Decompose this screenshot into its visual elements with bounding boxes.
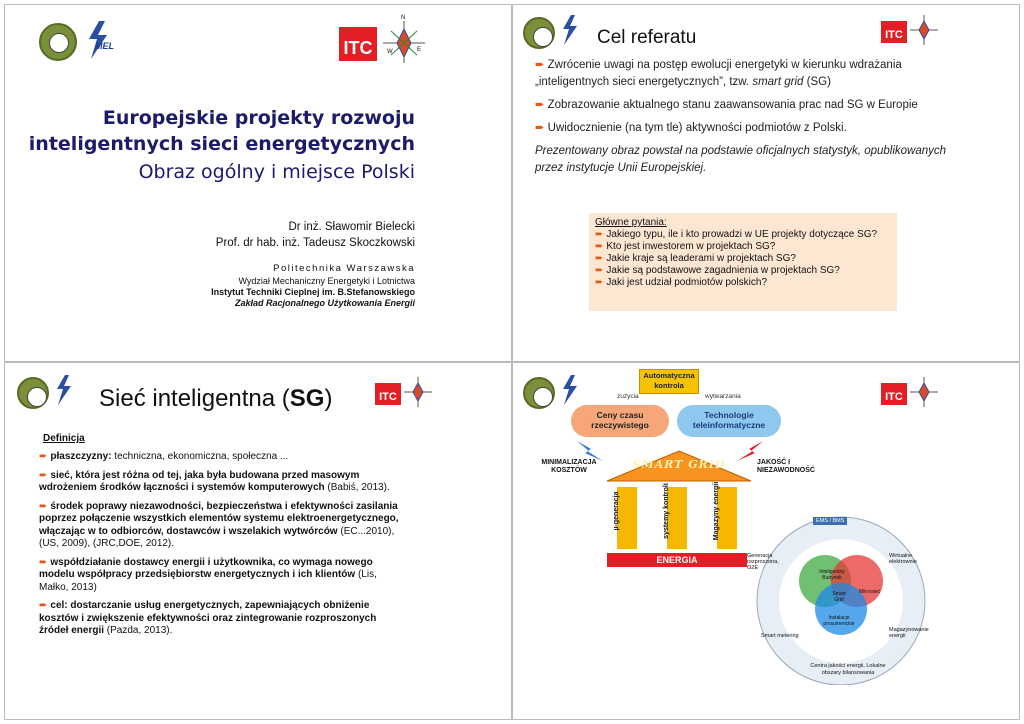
goal-3-text: Uwidocznienie (na tym tle) aktywności podmiotów z Polski. xyxy=(547,122,847,134)
pillar-2-label: systemy kontroli xyxy=(663,483,670,539)
inst-institute: Instytut Techniki Cieplnej im. B.Stefanowskiego xyxy=(211,287,415,297)
def-5-bold: cel: dostarczanie usług energetycznych, zapewniających obniżenie kosztów i zwiększenie efektywności oraz zintegrowanie rozproszonych źródeł energii xyxy=(39,600,377,636)
goal-item-2: ➨ Zobrazowanie aktualnego stanu zaawansowania prac nad SG w Europie xyxy=(535,99,918,111)
inst-university: Politechnika Warszawska xyxy=(273,263,415,274)
compass-w: W xyxy=(387,49,393,55)
question-3: ➨ Jakie kraje są leaderami w projektach SG? xyxy=(595,253,796,264)
author-1: Dr inż. Sławomir Bielecki xyxy=(288,221,415,233)
def-item-1: ➨ płaszczyzny: techniczna, ekonomiczna, społeczna ... xyxy=(39,451,289,462)
goal-item-3: ➨ Uwidocznienie (na tym tle) aktywności podmiotów z Polski. xyxy=(535,122,847,134)
questions-heading: Główne pytania: xyxy=(595,217,667,228)
title-bold: SG xyxy=(289,385,325,412)
compass-e: E xyxy=(417,47,422,53)
circle-quality-centers: Centra jakości energii, Lokalne obszary bilansowania xyxy=(810,663,886,676)
mel-lightning-icon xyxy=(557,373,579,407)
presentation-title xyxy=(29,105,415,187)
circle-virtual-plants: Wirtualne elektrownie xyxy=(889,553,917,565)
slide-smartgrid-diagram xyxy=(512,362,1020,720)
title-post: ) xyxy=(324,385,333,412)
slide-definition xyxy=(4,362,512,720)
itc-logo: ITC xyxy=(881,383,907,405)
question-1: ➨ Jakiego typu, ile i kto prowadzi w UE projekty dotyczące SG? xyxy=(595,229,878,240)
slide-title xyxy=(4,4,512,362)
title-pre: Sieć inteligentna ( xyxy=(99,385,290,412)
title-line-2: inteligentnych sieci energetycznych xyxy=(28,133,415,155)
def-2-bold: sieć, która jest różna od tej, jaka była budowana przed masowym wdrożeniem środków łączności i systemów komputerowych xyxy=(39,469,360,493)
mel-logo-text: MEL xyxy=(95,41,114,51)
question-4-text: Jakie są podstawowe zagadnienia w projektach SG? xyxy=(606,265,840,276)
circle-smart-grid: Smart Grid xyxy=(832,591,846,603)
circle-smart-building: Inteligentny Budynek xyxy=(819,569,845,581)
circle-prosumer: Instalacje prosumenckie xyxy=(823,615,855,627)
roof-label: SMART GRID xyxy=(632,458,726,471)
label-generation: wytwarzania xyxy=(705,393,741,400)
goal-item-1: ➨ Zwrócenie uwagi na postęp ewolucji energetyki w kierunku wdrażania „inteligentnych sieci energetycznych”, tzw. smart grid (SG) xyxy=(535,59,902,88)
question-2-text: Kto jest inwestorem w projektach SG? xyxy=(606,241,776,252)
circle-distributed-gen: Generacja rozproszona, OZE xyxy=(747,553,779,571)
university-crest-icon xyxy=(523,17,555,49)
def-3-text: (EC...2010), (US, 2009), (JRC,DOE, 2012). xyxy=(39,525,395,549)
label-quality-reliability: JAKOŚĆ I NIEZAWODNOŚĆ xyxy=(757,459,815,474)
pillar-microgeneration xyxy=(617,487,637,549)
itc-logo: ITC xyxy=(881,21,907,43)
goal-1-italic: smart grid xyxy=(752,76,804,88)
circle-smart-metering: Smart metering xyxy=(761,633,799,639)
mel-lightning-icon xyxy=(557,13,579,47)
label-consumption: zużycia xyxy=(617,393,639,400)
goal-2-text: Zobrazowanie aktualnego stanu zaawansowania prac nad SG w Europie xyxy=(547,99,918,111)
compass-icon xyxy=(909,13,939,47)
question-3-text: Jakie kraje są leaderami w projektach SG? xyxy=(606,253,796,264)
question-2: ➨ Kto jest inwestorem w projektach SG? xyxy=(595,241,776,252)
def-item-3: ➨ środek poprawy niezawodności, bezpieczeństwa i efektywności zasilania poprzez połączenie wszystkich elementów systemu elektroenergetycznego, włączając w to odbiorców, dostawców i wszelakich wytwórców (EC...2010), (US, 2009), (JRC,DOE, 2012). xyxy=(39,500,399,549)
slide-goal xyxy=(512,4,1020,362)
def-4-bold: współdziałanie dostawcy energii i użytkownika, co wymaga nowego modelu współpracy przedsiębiorstw energetycznych i ich klientów xyxy=(39,556,373,580)
def-item-2: ➨ sieć, która jest różna od tej, jaka była budowana przed masowym wdrożeniem środków łączności i systemów komputerowych (Babiś, 2013). xyxy=(39,469,390,493)
def-item-4: ➨ współdziałanie dostawcy energii i użytkownika, co wymaga nowego modelu współpracy przedsiębiorstw energetycznych i ich klientów (Lis, Małko, 2013) xyxy=(39,556,377,593)
university-crest-icon xyxy=(523,377,555,409)
label-cost-minimization: MINIMALIZACJA KOSZTÓW xyxy=(541,459,597,474)
compass-icon xyxy=(381,17,427,67)
university-crest-icon xyxy=(39,23,77,61)
itc-logo: ITC xyxy=(339,27,377,61)
institution xyxy=(211,263,415,309)
def-1-bold: płaszczyzny: xyxy=(50,451,112,462)
def-4-text: (Lis, Małko, 2013) xyxy=(39,569,377,593)
cloud-prices: Ceny czasu rzeczywistego xyxy=(571,405,669,437)
def-1-text: techniczna, ekonomiczna, społeczna ... xyxy=(111,451,289,462)
goal-list xyxy=(535,57,975,177)
slide-title: Cel referatu xyxy=(597,27,697,48)
goal-note: Prezentowany obraz powstał na podstawie oficjalnych statystyk, opublikowanych przez instytucje Unii Europejskiej. xyxy=(535,145,947,174)
authors xyxy=(216,219,415,251)
question-1-text: Jakiego typu, ile i kto prowadzi w UE projekty dotyczące SG? xyxy=(606,229,878,240)
questions-box xyxy=(589,213,897,311)
mel-lightning-icon xyxy=(51,373,73,407)
def-5-text: (Pazda, 2013). xyxy=(104,625,173,636)
mel-lightning-icon xyxy=(81,19,111,61)
def-2-text: (Babiś, 2013). xyxy=(324,482,390,493)
inst-department: Zakład Racjonalnego Użytkowania Energii xyxy=(234,298,415,308)
pillar-1-label: µ-generacja xyxy=(613,491,620,531)
question-5-text: Jaki jest udział podmiotów polskich? xyxy=(606,277,768,288)
definition-heading: Definicja xyxy=(43,433,85,444)
compass-icon xyxy=(403,375,433,409)
circle-ems: EMS / BMS xyxy=(813,517,847,525)
itc-logo: ITC xyxy=(375,383,401,405)
question-4: ➨ Jakie są podstawowe zagadnienia w projektach SG? xyxy=(595,265,840,276)
subtitle: Obraz ogólny i miejsce Polski xyxy=(138,161,415,183)
title-line-1: Europejskie projekty rozwoju xyxy=(102,107,415,129)
question-5: ➨ Jaki jest udział podmiotów polskich? xyxy=(595,277,768,288)
definition-list xyxy=(39,451,399,644)
def-3-bold: środek poprawy niezawodności, bezpieczeństwa i efektywności zasilania poprzez połączenie wszystkich elementów systemu elektroenergetycznego, włączając w to odbiorców, dostawców i wszelakich wytwórców xyxy=(39,500,399,537)
compass-icon xyxy=(909,375,939,409)
author-2: Prof. dr hab. inż. Tadeusz Skoczkowski xyxy=(215,237,415,249)
pillar-3-label: Magazyny energii xyxy=(713,481,720,541)
def-item-5: ➨ cel: dostarczanie usług energetycznych, zapewniających obniżenie kosztów i zwiększenie efektywności oraz zintegrowanie rozproszonych źródeł energii (Pazda, 2013). xyxy=(39,600,377,636)
auto-control-box: Automatyczna kontrola xyxy=(639,369,699,394)
slide-title xyxy=(99,385,332,413)
goal-1-suffix: (SG) xyxy=(803,76,831,88)
university-crest-icon xyxy=(17,377,49,409)
compass-n: N xyxy=(401,15,406,21)
inst-faculty: Wydział Mechaniczny Energetyki i Lotnictwa xyxy=(238,276,415,286)
circle-microgrid: Mikrosieć xyxy=(859,589,881,595)
goal-1-text: Zwrócenie uwagi na postęp ewolucji energetyki w kierunku wdrażania „inteligentnych sieci energetycznych”, tzw. xyxy=(535,59,902,88)
circle-storage: Magazynowanie energii xyxy=(889,627,929,639)
cloud-ict: Technologie teleinformatyczne xyxy=(677,405,781,437)
energy-base: ENERGIA xyxy=(607,553,747,567)
